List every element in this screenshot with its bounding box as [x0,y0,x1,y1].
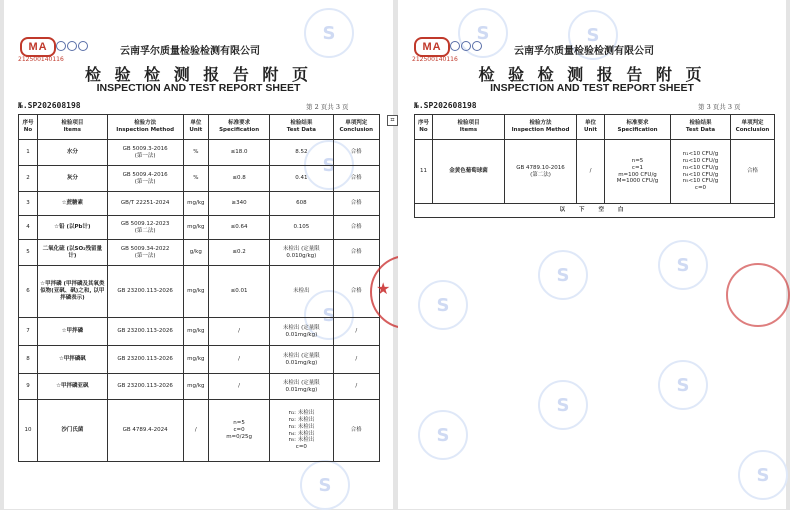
cell-item: ☆甲拌磷亚砜 [38,374,108,400]
table-row [19,140,380,166]
cell-unit: mg/kg [183,374,208,400]
cell-spec: ≤0.2 [208,240,269,266]
report-page-2 [4,0,393,509]
cell-conclusion: 合格 [333,266,379,318]
col-unit: 单位 Unit [577,115,605,140]
cell-item: ☆蔗糖素 [38,192,108,216]
cell-data: 未检出 (定量限 0.01mg/kg) [270,374,333,400]
cell-unit: % [183,140,208,166]
expand-icon[interactable]: ⌗ [387,115,398,126]
report-page-3 [398,0,786,509]
certificate-number: 212500140116 [18,56,64,63]
report-title-cn: 检 验 检 测 报 告 附 页 [85,65,312,84]
company-name: 云南孚尔质量检验检测有限公司 [120,46,260,57]
cell-conclusion: / [333,374,379,400]
certificate-number: 212500140116 [412,56,458,63]
table-row [19,374,380,400]
col-unit: 单位 Unit [183,115,208,140]
report-number: №.SP202608198 [414,101,477,110]
cell-unit: mg/kg [183,266,208,318]
cell-data: 0.105 [270,216,333,240]
cell-item: 二氧化硫 (以SO₂残留量计) [38,240,108,266]
cell-conclusion: 合格 [333,166,379,192]
watermark-logo: S [304,290,354,340]
table-row [415,140,775,204]
cell-unit: mg/kg [183,216,208,240]
cell-unit: / [577,140,605,204]
cell-spec: n=5 c=1 m=100 CFU/g M=1000 CFU/g [605,140,671,204]
table-row [19,166,380,192]
cell-spec: / [208,318,269,346]
cell-item: ☆铅 (以Pb计) [38,216,108,240]
cell-unit: mg/kg [183,192,208,216]
cell-no: 5 [19,240,38,266]
col-spec: 标准要求 Specification [208,115,269,140]
cma-logo: MA [20,37,56,57]
col-spec: 标准要求 Specification [605,115,671,140]
table-row [19,266,380,318]
table-header-row [415,115,775,140]
cell-spec: ≤0.01 [208,266,269,318]
col-items: 检验项目 Items [38,115,108,140]
col-method: 检验方法 Inspection Method [505,115,577,140]
watermark-logo: S [538,380,588,430]
cell-spec: / [208,374,269,400]
cell-no: 6 [19,266,38,318]
cell-unit: % [183,166,208,192]
cell-data: 未检出 (定量限 0.01mg/kg) [270,318,333,346]
table-row [415,204,775,218]
cell-no: 4 [19,216,38,240]
watermark-logo: S [304,8,354,58]
cell-data: 未检出 [270,266,333,318]
cell-unit: mg/kg [183,346,208,374]
cell-conclusion: 合格 [333,216,379,240]
table-row [19,400,380,462]
cell-item: 灰分 [38,166,108,192]
cell-no: 9 [19,374,38,400]
cell-item: 水分 [38,140,108,166]
cma-logo: MA [414,37,450,57]
watermark-logo: S [538,250,588,300]
cell-item: 金黄色葡萄球菌 [433,140,505,204]
cell-no: 7 [19,318,38,346]
col-conclusion: 单项判定 Conclusion [731,115,775,140]
cnas-logo [56,40,90,52]
report-title-cn: 检 验 检 测 报 告 附 页 [478,65,706,84]
table-row [19,346,380,374]
cell-spec: ≥340 [208,192,269,216]
cell-spec: n=5 c=0 m=0/25g [208,400,269,462]
cell-conclusion: 合格 [333,192,379,216]
cell-method: GB/T 22251-2024 [107,192,183,216]
col-conclusion: 单项判定 Conclusion [333,115,379,140]
col-data: 检验结果 Test Data [270,115,333,140]
cell-data: 未检出 (定量限 0.010g/kg) [270,240,333,266]
watermark-logo: S [658,360,708,410]
col-method: 检验方法 Inspection Method [107,115,183,140]
company-name: 云南孚尔质量检验检测有限公司 [514,46,654,57]
col-items: 检验项目 Items [433,115,505,140]
cell-item: ☆甲拌磷砜 [38,346,108,374]
cell-no: 11 [415,140,433,204]
cell-data: 8.52 [270,140,333,166]
cell-data: n₁<10 CFU/g n₂<10 CFU/g n₃<10 CFU/g n₄<10 CFU/g n₅<10 CFU/g c=0 [671,140,731,204]
cell-spec: ≤0.8 [208,166,269,192]
cell-method: GB 23200.113-2026 [107,346,183,374]
cell-conclusion: 合格 [333,140,379,166]
col-no: 序号 No [415,115,433,140]
results-table [414,114,775,218]
col-no: 序号 No [19,115,38,140]
inspection-stamp [776,263,790,323]
cell-spec: ≤0.64 [208,216,269,240]
cell-data: n₁: 未检出 n₂: 未检出 n₃: 未检出 n₄: 未检出 n₅: 未检出 c=0 [270,400,333,462]
table-row [19,216,380,240]
cnas-logo [450,40,484,52]
watermark-logo: S [738,450,788,500]
cell-data: 0.41 [270,166,333,192]
cell-spec: / [208,346,269,374]
cell-conclusion: / [333,346,379,374]
cell-no: 1 [19,140,38,166]
table-row [19,240,380,266]
col-data: 检验结果 Test Data [671,115,731,140]
page-number: 第 3 页共 3 页 [698,103,741,111]
cell-method: GB 5009.34-2022 (第一法) [107,240,183,266]
cell-item: ☆甲拌磷 [38,318,108,346]
cell-method: GB 23200.113-2026 [107,318,183,346]
cell-method: GB 23200.113-2026 [107,266,183,318]
cell-method: GB 5009.4-2016 (第一法) [107,166,183,192]
end-of-report-note: 以 下 空 白 [415,204,775,218]
inspection-stamp: ★ [370,255,406,327]
cell-method: GB 4789.10-2016 (第二法) [505,140,577,204]
cell-spec: ≤18.0 [208,140,269,166]
report-title-en: INSPECTION AND TEST REPORT SHEET [490,82,694,94]
cell-no: 8 [19,346,38,374]
watermark-logo: S [458,8,508,58]
cell-method: GB 5009.12-2023 (第二法) [107,216,183,240]
watermark-logo: S [658,240,708,290]
watermark-logo: S [304,140,354,190]
report-number: №.SP202608198 [18,101,81,110]
table-header-row [19,115,380,140]
cell-conclusion: / [333,318,379,346]
cell-no: 3 [19,192,38,216]
cell-conclusion: 合格 [333,400,379,462]
table-row [19,318,380,346]
report-title-en: INSPECTION AND TEST REPORT SHEET [96,82,301,94]
results-table [18,114,380,462]
watermark-logo: S [418,280,468,330]
table-row [19,192,380,216]
cell-item: ☆甲拌磷 (甲拌磷及其氧类似物(亚砜、砜)之和, 以甲拌磷表示) [38,266,108,318]
cell-unit: / [183,400,208,462]
cell-data: 未检出 (定量限 0.01mg/kg) [270,346,333,374]
cell-unit: mg/kg [183,318,208,346]
cell-unit: g/kg [183,240,208,266]
watermark-logo: S [568,10,618,60]
watermark-logo: S [418,410,468,460]
cell-no: 10 [19,400,38,462]
watermark-logo: S [300,460,350,510]
cell-method: GB 4789.4-2024 [107,400,183,462]
cell-conclusion: 合格 [333,240,379,266]
cell-method: GB 23200.113-2026 [107,374,183,400]
page-number: 第 2 页共 3 页 [306,103,349,111]
cell-item: 沙门氏菌 [38,400,108,462]
cell-method: GB 5009.3-2016 (第一法) [107,140,183,166]
cell-data: 608 [270,192,333,216]
cell-conclusion: 合格 [731,140,775,204]
cell-no: 2 [19,166,38,192]
